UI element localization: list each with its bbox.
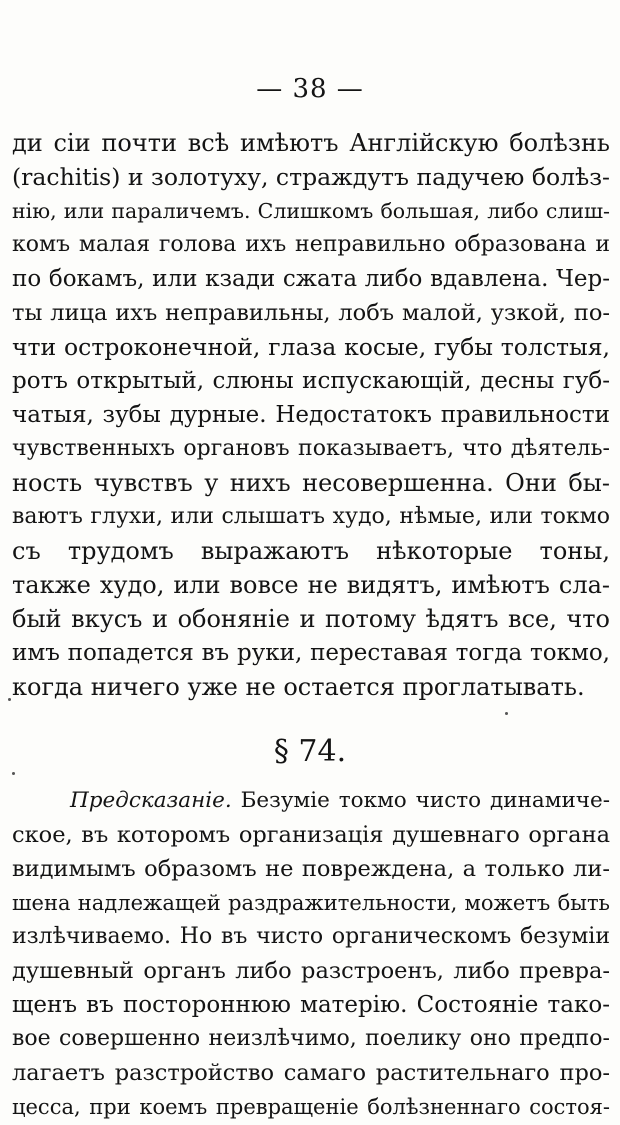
text-line: ты лица ихъ неправильны, лобъ малой, узкой, по-: [12, 300, 610, 326]
text-line: нію, или параличемъ. Слишкомъ большая, либо слиш-: [12, 199, 610, 223]
text-line: лагаетъ разстройство самаго растительнаго про-: [12, 1060, 610, 1086]
ink-speck: [8, 698, 11, 701]
paragraph-2: [12, 784, 610, 1124]
text-line: бый вкусъ и обоняніе и потому ѣдятъ все, что: [12, 605, 610, 633]
text-line: ротъ открытый, слюны испускающій, десны губ-: [12, 368, 610, 394]
text-line: шена надлежащей раздражительности, можетъ быть: [12, 891, 610, 915]
section-heading: § 74.: [273, 734, 347, 769]
text-line: видимымъ образомъ не повреждена, а только ли-: [12, 856, 610, 882]
ink-speck: [505, 712, 508, 715]
paragraph-2-body: [12, 818, 610, 1124]
text-line: щенъ въ постороннюю матерію. Состояніе тако-: [12, 992, 610, 1018]
text-line: по бокамъ, или кзади сжата либо вдавлена. Чер-: [12, 266, 610, 292]
text-line: чти остроконечной, глаза косые, губы толстыя,: [12, 333, 610, 361]
text-line: комъ малая голова ихъ неправильно образована и: [12, 232, 610, 257]
text-line: также худо, или вовсе не видятъ, имѣютъ сла-: [12, 571, 610, 599]
text-line: излѣчиваемо. Но въ чисто органическомъ безуміи: [12, 924, 610, 949]
paragraph-1: [12, 126, 610, 704]
text-line: имъ попадется въ руки, переставая тогда токмо,: [12, 640, 610, 666]
text-line: ность чувствъ у нихъ несовершенна. Они бы-: [12, 469, 610, 497]
text-line: цесса, при коемъ превращеніе болѣзненнаго состоя-: [12, 1095, 610, 1119]
text-line: вое совершенно неизлѣчимо, поелику оно предпо-: [12, 1026, 610, 1051]
paragraph-2-lead: Предсказаніе.: [70, 788, 232, 813]
text-line: ское, въ которомъ организація душевнаго органа: [12, 822, 610, 848]
text-line: душевный органъ либо разстроенъ, либо превра-: [12, 958, 610, 984]
text-line: ди сіи почти всѣ имѣютъ Англійскую болѣзнь: [12, 129, 610, 157]
text-line: ваютъ глухи, или слышатъ худо, нѣмые, или токмо: [12, 504, 610, 529]
text-line: съ трудомъ выражаютъ нѣкоторые тоны,: [12, 537, 610, 565]
text-line: чатыя, зубы дурные. Недостатокъ правильности: [12, 402, 610, 428]
text-line: когда ничего уже не остается проглатывать.: [12, 673, 585, 701]
ink-speck: [12, 772, 15, 775]
paragraph-2-first-line-text: Безуміе токмо чисто динамиче-: [231, 788, 610, 813]
paragraph-2-first-line: [12, 784, 610, 818]
text-line: чувственныхъ органовъ показываетъ, что дѣятель-: [12, 436, 610, 461]
page-number: — 38 —: [256, 74, 364, 104]
text-line: (rachitis) и золотуху, страждутъ падучею болѣз-: [12, 163, 610, 191]
